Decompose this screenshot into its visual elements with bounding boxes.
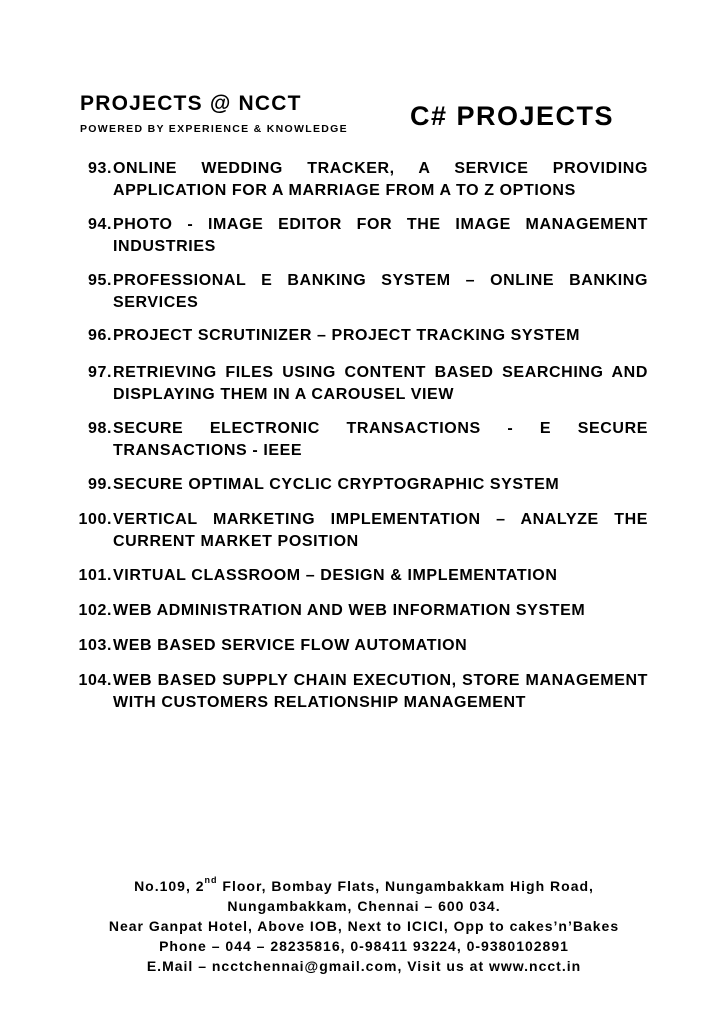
address-prefix: No.109, 2: [134, 878, 205, 894]
item-title: SECURE ELECTRONIC TRANSACTIONS - E SECURE TRANSACTIONS - IEEE: [113, 420, 648, 459]
item-title: ONLINE WEDDING TRACKER, A SERVICE PROVIDING APPLICATION FOR A MARRIAGE FROM A TO Z OPTIONS: [113, 160, 648, 199]
address-superscript: nd: [204, 875, 218, 886]
phone-line: Phone – 044 – 28235816, 0-98411 93224, 0-9380102891: [159, 938, 569, 954]
item-title: PROJECT SCRUTINIZER – PROJECT TRACKING SYSTEM: [113, 327, 581, 344]
brand-title: PROJECTS @ NCCT: [80, 92, 302, 115]
item-number: 104.: [78, 672, 112, 689]
item-title: WEB BASED SUPPLY CHAIN EXECUTION, STORE MANAGEMENT WITH CUSTOMERS RELATIONSHIP MANAGEMENT: [113, 672, 648, 711]
item-title: WEB ADMINISTRATION AND WEB INFORMATION SYSTEM: [113, 602, 586, 619]
address-line-3: Near Ganpat Hotel, Above IOB, Next to ICICI, Opp to cakes’n’Bakes: [108, 918, 620, 934]
item-number: 94.: [87, 216, 112, 233]
item-title: VERTICAL MARKETING IMPLEMENTATION – ANALYZE THE CURRENT MARKET POSITION: [113, 511, 648, 550]
item-number: 100.: [78, 511, 112, 528]
item-number: 96.: [87, 327, 112, 344]
address-line-2: Nungambakkam, Chennai – 600 034.: [227, 898, 501, 914]
item-number: 97.: [87, 364, 112, 381]
item-number: 98.: [87, 420, 112, 437]
item-title: WEB BASED SERVICE FLOW AUTOMATION: [113, 637, 468, 654]
item-title: SECURE OPTIMAL CYCLIC CRYPTOGRAPHIC SYSTEM: [113, 476, 560, 493]
item-title: PROFESSIONAL E BANKING SYSTEM – ONLINE BANKING SERVICES: [113, 272, 648, 311]
category-title: C# PROJECTS: [410, 101, 615, 131]
item-title: RETRIEVING FILES USING CONTENT BASED SEARCHING AND DISPLAYING THEM IN A CAROUSEL VIEW: [113, 364, 648, 403]
item-number: 102.: [78, 602, 112, 619]
item-title: VIRTUAL CLASSROOM – DESIGN & IMPLEMENTATION: [113, 567, 558, 584]
address-suffix: Floor, Bombay Flats, Nungambakkam High Road,: [217, 878, 594, 894]
item-number: 95.: [87, 272, 112, 289]
brand-tagline: POWERED BY EXPERIENCE & KNOWLEDGE: [80, 123, 348, 135]
address-line-1: [40, 876, 688, 896]
item-number: 99.: [87, 476, 112, 493]
contact-footer: [40, 876, 688, 976]
item-number: 101.: [78, 567, 112, 584]
email-line: E.Mail – ncctchennai@gmail.com, Visit us at www.ncct.in: [146, 958, 582, 974]
item-number: 103.: [78, 637, 112, 654]
item-title: PHOTO - IMAGE EDITOR FOR THE IMAGE MANAGEMENT INDUSTRIES: [113, 216, 648, 255]
item-number: 93.: [87, 160, 112, 177]
